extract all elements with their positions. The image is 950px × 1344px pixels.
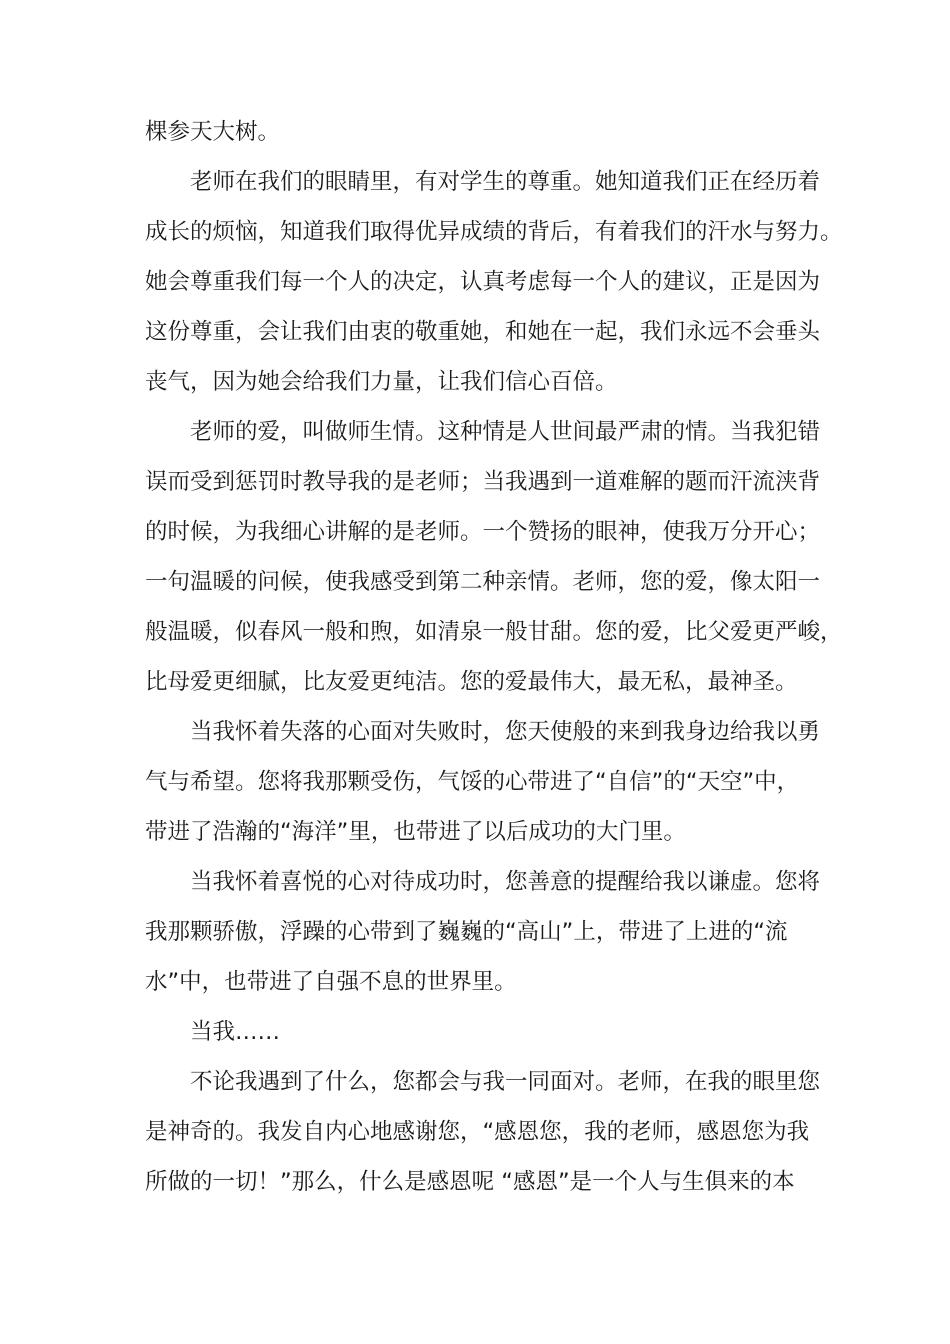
text-line: 当我怀着喜悦的心对待成功时，您善意的提醒给我以谦虚。您将 — [190, 869, 821, 895]
text-line: 丧气，因为她会给我们力量，让我们信心百倍。 — [145, 369, 618, 395]
text-line: 当我…… — [190, 1019, 281, 1045]
text-line: 带进了浩瀚的“海洋”里，也带进了以后成功的大门里。 — [145, 819, 686, 845]
text-line: 的时候，为我细心讲解的是老师。一个赞扬的眼神，使我万分开心； — [145, 519, 821, 545]
text-line: 一句温暖的问候，使我感受到第二种亲情。老师，您的爱，像太阳一 — [145, 569, 821, 595]
document-body — [145, 107, 843, 1207]
text-line: 老师在我们的眼睛里，有对学生的尊重。她知道我们正在经历着 — [190, 169, 821, 195]
text-line: 成长的烦恼，知道我们取得优异成绩的背后，有着我们的汗水与努力。 — [145, 219, 843, 245]
text-line: 老师的爱，叫做师生情。这种情是人世间最严肃的情。当我犯错 — [190, 419, 821, 445]
text-line: 气与希望。您将我那颗受伤，气馁的心带进了“自信”的“天空”中， — [145, 769, 800, 795]
text-line: 她会尊重我们每一个人的决定，认真考虑每一个人的建议，正是因为 — [145, 269, 821, 295]
text-line: 水”中，也带进了自强不息的世界里。 — [145, 969, 517, 995]
text-line: 这份尊重，会让我们由衷的敬重她，和她在一起，我们永远不会垂头 — [145, 319, 821, 345]
text-line: 是神奇的。我发自内心地感谢您，“感恩您，我的老师，感恩您为我 — [145, 1119, 810, 1145]
text-line: 般温暖，似春风一般和煦，如清泉一般甘甜。您的爱，比父爱更严峻， — [145, 619, 843, 645]
text-line: 我那颗骄傲，浮躁的心带到了巍巍的“高山”上，带进了上进的“流 — [145, 919, 788, 945]
text-line: 比母爱更细腻，比友爱更纯洁。您的爱最伟大，最无私，最神圣。 — [145, 669, 798, 695]
text-line: 所做的一切！”那么，什么是感恩呢 “感恩”是一个人与生俱来的本 — [145, 1169, 795, 1195]
text-line: 误而受到惩罚时教导我的是老师；当我遇到一道难解的题而汗流浃背 — [145, 469, 821, 495]
text-line: 棵参天大树。 — [145, 119, 281, 145]
text-line: 不论我遇到了什么，您都会与我一同面对。老师，在我的眼里您 — [190, 1069, 821, 1095]
text-line: 当我怀着失落的心面对失败时，您天使般的来到我身边给我以勇 — [190, 719, 821, 745]
